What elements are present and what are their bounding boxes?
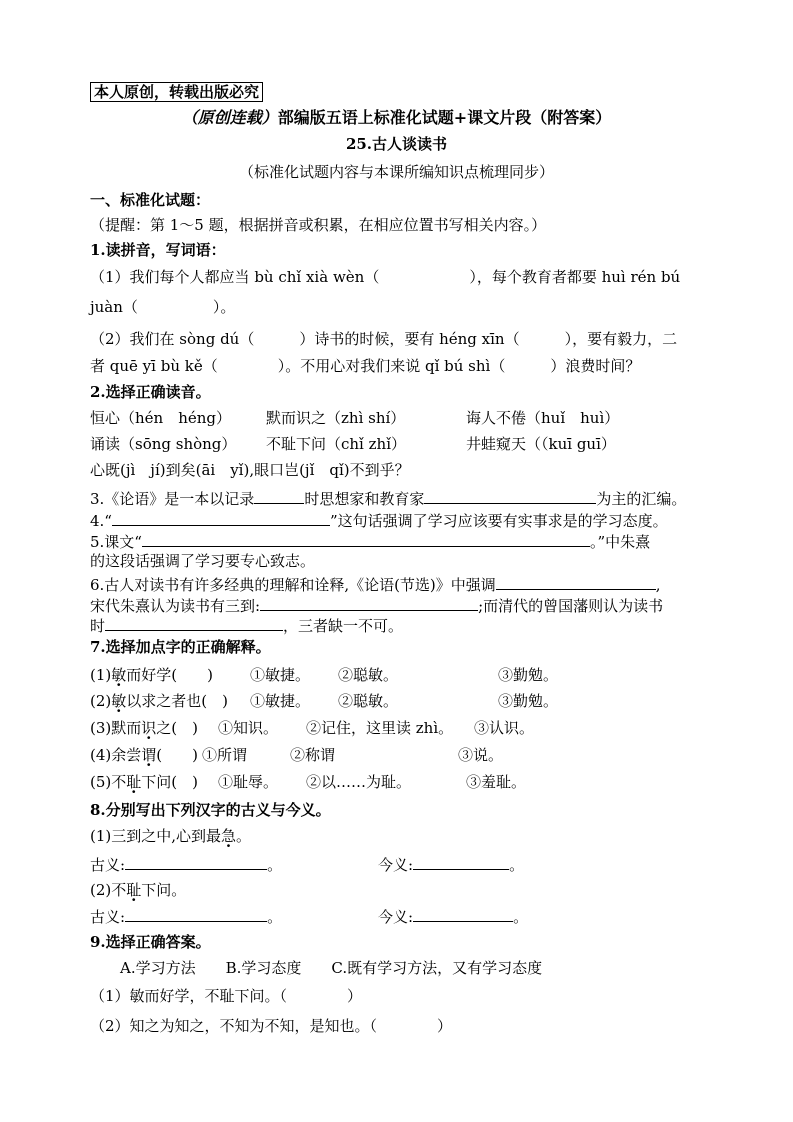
- q1-line4: 者 quē yī bù kě（ ）。不用心对我们来说 qǐ bú shì（ ）浪费时间？: [90, 357, 641, 375]
- q2-heading: 2.选择正确读音。: [90, 383, 211, 401]
- q1-line1: （1）我们每个人都应当 bù chǐ xià wèn（ ），每个教育者都要 huì rén bú: [90, 268, 681, 286]
- q6-blank-3[interactable]: [105, 615, 283, 631]
- q9-item2: （2）知之为知之，不知为不知，是知也。（ ）: [90, 1017, 453, 1035]
- q7-heading: 7.选择加点字的正确解释。: [90, 638, 271, 656]
- q7-row-3: (3)默而识之( ) ①知识。 ②记住，这里读 zhì。 ③认识。: [90, 719, 535, 737]
- q7-row-1: (1)敏而好学( ) ①敏捷。 ②聪敏。 ③勤勉。: [90, 666, 559, 684]
- copyright-notice: 本人原创，转载出版必究: [90, 82, 263, 102]
- q1-heading: 1.读拼音，写词语：: [90, 241, 226, 259]
- q6-blank-2[interactable]: [260, 595, 478, 611]
- q3-blank-1[interactable]: [254, 488, 304, 504]
- q9-options: A.学习方法 B.学习态度 C.既有学习方法，又有学习态度: [120, 959, 543, 977]
- q8-jin-blank-1[interactable]: [413, 854, 509, 870]
- q5-line2: 的这段话强调了学习要专心致志。: [90, 552, 316, 570]
- q6-line2: 宋代朱熹认为读书有三到: ;而清代的曾国藩则认为读书: [90, 597, 664, 615]
- q7-row-4: (4)余尝谓( ) ①所谓 ②称谓 ③说。: [90, 746, 504, 764]
- q4-line: 4.“ ”这句话强调了学习应该要有实事求是的学习态度。: [90, 512, 668, 530]
- title-main: 部编版五语上标准化试题+课文片段（附答案）: [277, 108, 612, 127]
- q9-item1: （1）敏而好学，不耻下问。（ ）: [90, 987, 363, 1005]
- q8-heading: 8.分别写出下列汉字的古义与今义。: [90, 801, 331, 819]
- q8-item2: (2)不耻下问。: [90, 881, 187, 899]
- q4-blank[interactable]: [112, 510, 330, 526]
- q1-line2: juàn（ ）。: [90, 298, 236, 316]
- q8-gu-blank-2[interactable]: [125, 906, 267, 922]
- document-title: [0, 108, 793, 128]
- q1-line3: （2）我们在 sòng dú（ ）诗书的时候，要有 héng xīn（ ），要有毅力，二: [90, 330, 678, 348]
- q2-row2: 诵读（sōng shòng） 不耻下问（chǐ zhǐ） 井蛙窥天（（kuī guī）: [90, 435, 616, 453]
- q7-row-5: (5)不耻下问( ) ①耻辱。 ②以……为耻。 ③羞耻。: [90, 773, 527, 791]
- q5-blank[interactable]: [142, 531, 590, 547]
- q2-row1: 恒心（hén héng） 默而识之（zhì shí） 诲人不倦（huǐ huì）: [90, 409, 620, 427]
- q8-item2-answers: 古义: 。 今义: 。: [90, 908, 529, 926]
- q8-gu-blank-1[interactable]: [125, 854, 267, 870]
- q9-heading: 9.选择正确答案。: [90, 933, 211, 951]
- q2-row3: 心既(jì jí)到矣(āi yǐ),眼口岂(jǐ qǐ)不到乎？: [90, 461, 410, 479]
- q7-row-2: (2)敏以求之者也( ) ①敏捷。 ②聪敏。 ③勤勉。: [90, 692, 559, 710]
- q8-jin-blank-2[interactable]: [413, 906, 513, 922]
- subtitle: （标准化试题内容与本课所编知识点梳理同步）: [238, 163, 554, 181]
- q6-line1: 6.古人对读书有许多经典的理解和诠释,《论语(节选)》中强调 ,: [90, 576, 661, 594]
- q5-line: 5.课文“ 。”中朱熹: [90, 533, 651, 551]
- q8-item1: (1)三到之中,心到最急。: [90, 827, 252, 845]
- q8-item1-answers: 古义: 。 今义: 。: [90, 856, 525, 874]
- q3-blank-2[interactable]: [424, 488, 596, 504]
- lesson-title: 25.古人谈读书: [345, 135, 448, 153]
- title-prefix: （原创连载）: [181, 108, 278, 127]
- q6-line3: 时 ，三者缺一不可。: [90, 617, 404, 635]
- tip-text: （提醒：第 1～5 题，根据拼音或积累，在相应位置书写相关内容。）: [90, 216, 547, 234]
- q6-blank-1[interactable]: [496, 574, 656, 590]
- section-heading: 一、标准化试题：: [90, 191, 211, 209]
- q3-line: 3.《论语》是一本以记录 时思想家和教育家 为主的汇编。: [90, 490, 687, 508]
